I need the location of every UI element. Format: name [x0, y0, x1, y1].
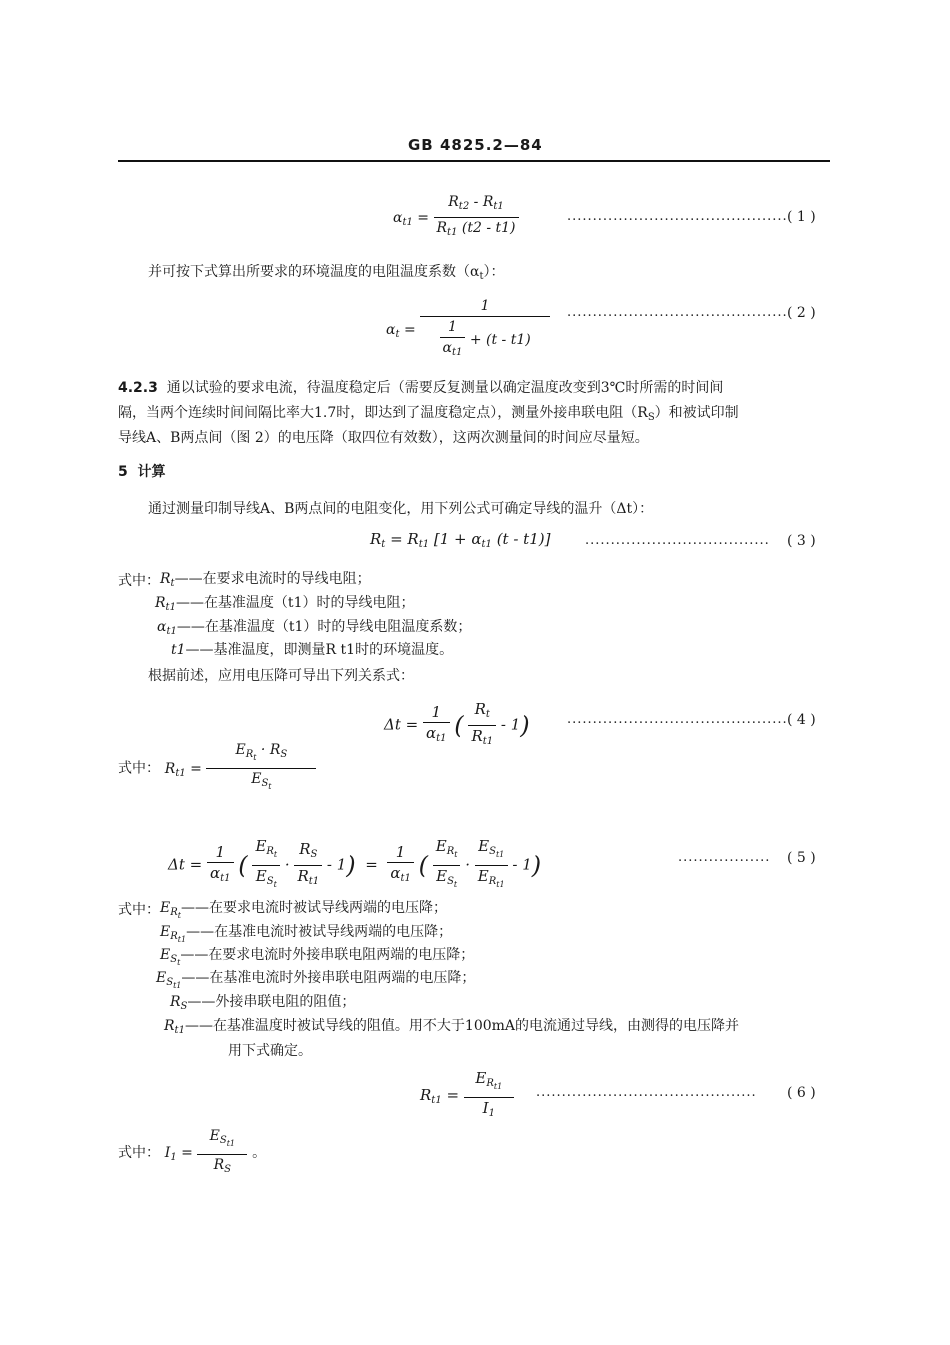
- equation-5-number: ( 5 ): [787, 850, 816, 866]
- equation-2-leader: ...........................................: [567, 305, 788, 320]
- where-item-rt: $R_t——$在要求电流时的导线电阻；: [160, 571, 371, 589]
- equation-2: $\alpha_t$ = 1 $\frac{1}{\alpha_{t1}}$ + (t - t1): [386, 296, 550, 363]
- equation-4-number: ( 4 ): [787, 712, 816, 728]
- equation-6: $R_{t1}$ = $\frac{E_{R_{t1}}}{I_1}$: [420, 1068, 514, 1124]
- section-5-heading: 5 计算: [118, 464, 166, 480]
- where-item-alpha-t1: $\alpha_{t1}——$在基准温度（t1）时的导线电阻温度系数；: [157, 619, 472, 637]
- where-item-rt1-2: $R_{t1}——$在基准温度时被试导线的阻值。用不大于100mA的电流通过导线，由测得的电压降并: [164, 1018, 740, 1036]
- where-item-rt1: $R_{t1}——$在基准温度（t1）时的导线电阻；: [155, 595, 415, 613]
- equation-1-leader: ...........................................: [567, 209, 788, 224]
- paragraph-temperature-rise: 通过测量印制导线A、B两点间的电阻变化，用下列公式可确定导线的温升（Δt）：: [148, 501, 654, 517]
- where-item-rt1-continuation: 用下式确定。: [228, 1043, 312, 1059]
- equation-6-number: ( 6 ): [787, 1085, 816, 1101]
- equation-6-leader: ...........................................: [536, 1085, 757, 1100]
- where-item-est1: $E_{S_{t1}}——$在基准电流时外接串联电阻两端的电压降；: [156, 970, 476, 990]
- paragraph-derivation: 根据前述，应用电压降可导出下列关系式：: [148, 668, 414, 684]
- equation-1-number: ( 1 ): [787, 209, 816, 225]
- equation-5: Δt = $\frac{1}{\alpha_{t1}}$ ( $\frac{E_{R_t}}{E_{S_t}}$ · $\frac{R_S}{R_{t1}}$ - 1) = $\frac{1}{\alpha_{t1}}$ ( $\frac{E_{R_t}}{E_{S_t}}$ · $\frac{E_{S_{t1}}}{E_{R_{t1}}}$ - 1): [168, 837, 542, 889]
- where-i1-definition: 式中： $I_1$ = $\frac{E_{S_{t1}}}{R_S}$ 。: [118, 1128, 267, 1175]
- where-label-3: 式中：: [118, 902, 160, 918]
- equation-5-leader: ..................: [678, 850, 771, 865]
- section-4-2-3-line-3: 导线A、B两点间（图 2）的电压降（取四位有效数），这两次测量间的时间应尽量短。: [118, 430, 649, 446]
- where-item-ert1: $E_{R_{t1}}——$在基准电流时被试导线两端的电压降；: [160, 924, 453, 944]
- equation-3-leader: ....................................: [585, 533, 770, 548]
- equation-3: $R_t = R_{t1}$ [$1 + \alpha_{t1}$ (t - t1)]: [370, 530, 551, 550]
- section-4-2-3-line-1: 4.2.3 通以试验的要求电流，待温度稳定后（需要反复测量以确定温度改变到3℃时所需的时间间: [118, 380, 724, 396]
- paragraph-temp-coefficient: 并可按下式算出所要求的环境温度的电阻温度系数$(\alpha_t)$：: [148, 264, 505, 282]
- where-label-1: 式中：: [118, 573, 160, 589]
- equation-1: $\alpha_{t1}$ = $\frac{R_{t2} - R_{t1}}{R_{t1} (t2 - t1)}$: [393, 192, 519, 243]
- document-code: GB 4825.2—84: [408, 136, 543, 154]
- where-rt1-definition: 式中： $R_{t1}$ = $\frac{E_{R_t} \cdot R_S}{E_{S_t}}$: [118, 740, 316, 797]
- equation-4-leader: ...........................................: [567, 712, 788, 727]
- where-item-est: $E_{S_t}——$在要求电流时外接串联电阻两端的电压降；: [160, 947, 475, 967]
- where-item-ert: $E_{R_t}——$在要求电流时被试导线两端的电压降；: [160, 900, 447, 920]
- equation-3-number: ( 3 ): [787, 533, 816, 549]
- section-4-2-3-line-2: 隔，当两个连续时间间隔比率大1.7时，即达到了温度稳定点），测量外接串联电阻$(R_S)$和被试印制: [118, 405, 739, 423]
- equation-2-number: ( 2 ): [787, 305, 816, 321]
- equation-4: Δt = $\frac{1}{\alpha_{t1}}$ ( $\frac{R_t}{R_{t1}}$ - 1): [384, 700, 530, 747]
- where-item-t1: t1——基准温度，即测量R t1时的环境温度。: [171, 642, 454, 658]
- header-rule: [118, 160, 830, 162]
- where-item-rs: $R_S——$外接串联电阻的阻值；: [170, 994, 356, 1012]
